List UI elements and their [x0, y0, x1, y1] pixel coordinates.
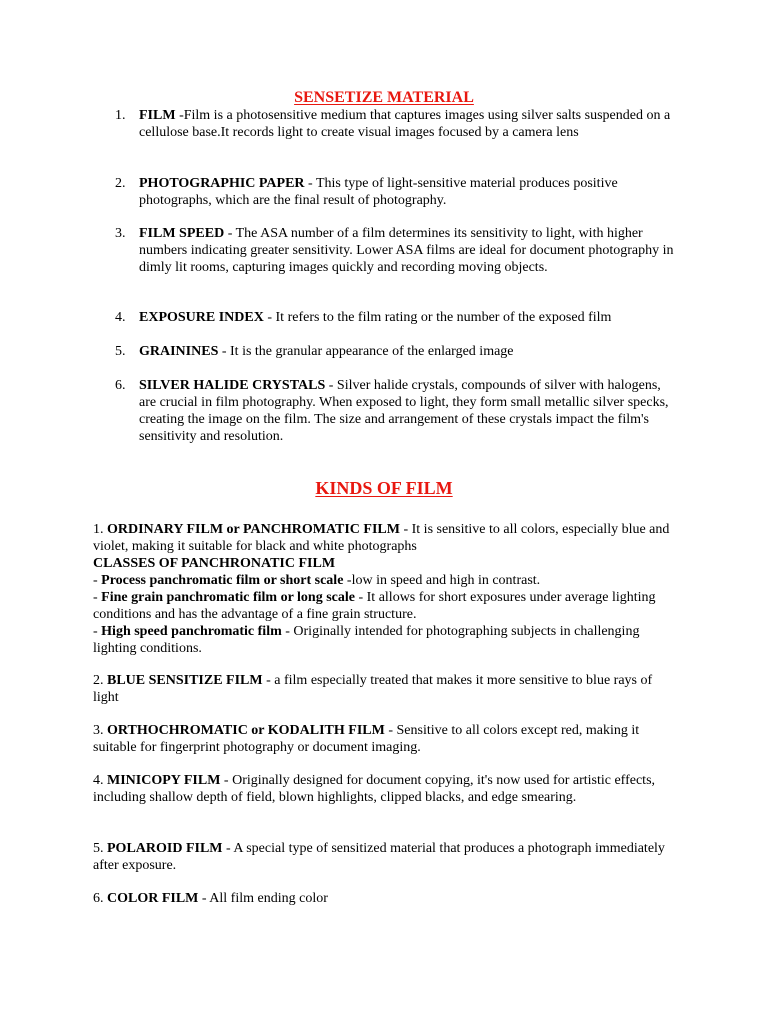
- term-description: - It refers to the film rating or the number of the exposed film: [263, 310, 612, 325]
- list-text: [139, 309, 679, 326]
- paragraph-number: 2.: [93, 673, 107, 688]
- paragraph-number: 5.: [93, 841, 107, 856]
- term-color-film: COLOR FILM: [107, 891, 199, 906]
- class-description: - Originally intended for photographing subjects in challenging lighting conditions.: [93, 624, 640, 656]
- term-description: - A special type of sensitized material that produces a photograph immediately after exposure.: [93, 841, 665, 873]
- paragraph-number: 1.: [93, 522, 107, 537]
- list-number: 5.: [115, 344, 126, 359]
- term-polaroid-film: POLAROID FILM: [107, 841, 223, 856]
- class-prefix: -: [93, 590, 102, 605]
- list-text: [139, 107, 679, 141]
- paragraph-blue-sensitize-film: [93, 672, 673, 706]
- term-description: - a film especially treated that makes it more sensitive to blue rays of light: [93, 673, 653, 705]
- paragraph-polaroid-film: [93, 840, 673, 874]
- term-silver-halide-crystals: SILVER HALIDE CRYSTALS: [139, 378, 326, 393]
- term-description: -Film is a photosensitive medium that captures images using silver salts suspended on a cellulose base.It records light to create visual images focused by a camera lens: [139, 108, 671, 140]
- paragraph-number: 4.: [93, 773, 107, 788]
- section-title-kinds-of-film: KINDS OF FILM: [315, 478, 453, 498]
- list-number: 3.: [115, 226, 126, 241]
- term-description: - Silver halide crystals, compounds of silver with halogens, are crucial in film photography. When exposed to light, they form small metallic silver specks, creating the image on the film. The size and arrangement of these crystals impact the film's sensitivity and resolution.: [139, 378, 669, 444]
- class-term: High speed panchromatic film: [101, 624, 282, 639]
- term-exposure-index: EXPOSURE INDEX: [139, 310, 264, 325]
- term-film-speed: FILM SPEED: [139, 226, 225, 241]
- list-number: 1.: [115, 108, 126, 123]
- list-number: 2.: [115, 176, 126, 191]
- term-graininess: GRAININES: [139, 344, 219, 359]
- list-text: [139, 225, 679, 276]
- term-ordinary-film: ORDINARY FILM or PANCHROMATIC FILM: [107, 522, 400, 537]
- list-text: [139, 377, 679, 445]
- term-description: - This type of light-sensitive material produces positive photographs, which are the final result of photography.: [139, 176, 618, 208]
- class-description: - It allows for short exposures under average lighting conditions and has the advantage of a fine grain structure.: [93, 590, 656, 622]
- class-prefix: -: [93, 624, 102, 639]
- list-text: [139, 343, 679, 360]
- term-orthochromatic-film: ORTHOCHROMATIC or KODALITH FILM: [107, 723, 385, 738]
- class-item-fine-grain: [93, 589, 673, 623]
- list-text: [139, 175, 679, 209]
- term-minicopy-film: MINICOPY FILM: [107, 773, 221, 788]
- paragraph-ordinary-film: [93, 521, 673, 657]
- paragraph-color-film: [93, 890, 673, 907]
- term-description: - It is the granular appearance of the enlarged image: [218, 344, 514, 359]
- term-description: - Sensitive to all colors except red, making it suitable for fingerprint photography or document imaging.: [93, 723, 640, 755]
- term-blue-sensitize-film: BLUE SENSITIZE FILM: [107, 673, 263, 688]
- list-number: 4.: [115, 310, 126, 325]
- paragraph-minicopy-film: [93, 772, 673, 806]
- class-item-process: [93, 572, 673, 589]
- class-item-high-speed: [93, 623, 673, 657]
- class-term: Fine grain panchromatic film or long scale: [101, 590, 355, 605]
- term-description: - Originally designed for document copying, it's now used for artistic effects, including shallow depth of field, blown highlights, clipped blacks, and edge smearing.: [93, 773, 656, 805]
- paragraph-orthochromatic-film: [93, 722, 673, 756]
- class-prefix: -: [93, 573, 102, 588]
- term-description: - All film ending color: [198, 891, 328, 906]
- list-number: 6.: [115, 378, 126, 393]
- term-photographic-paper: PHOTOGRAPHIC PAPER: [139, 176, 305, 191]
- term-description: - It is sensitive to all colors, especially blue and violet, making it suitable for black and white photographs: [93, 522, 670, 554]
- paragraph-number: 6.: [93, 891, 107, 906]
- paragraph-intro: [93, 521, 673, 555]
- term-film: FILM: [139, 108, 176, 123]
- section-title-sensetize-material: SENSETIZE MATERIAL: [294, 89, 474, 106]
- class-description: -low in speed and high in contrast.: [343, 573, 541, 588]
- term-description: - The ASA number of a film determines its sensitivity to light, with higher numbers indicating greater sensitivity. Lower ASA films are ideal for document photography in dimly lit rooms, capturing images quickly and recording moving objects.: [139, 226, 674, 275]
- classes-heading: CLASSES OF PANCHRONATIC FILM: [93, 556, 336, 571]
- class-term: Process panchromatic film or short scale: [101, 573, 344, 588]
- paragraph-number: 3.: [93, 723, 107, 738]
